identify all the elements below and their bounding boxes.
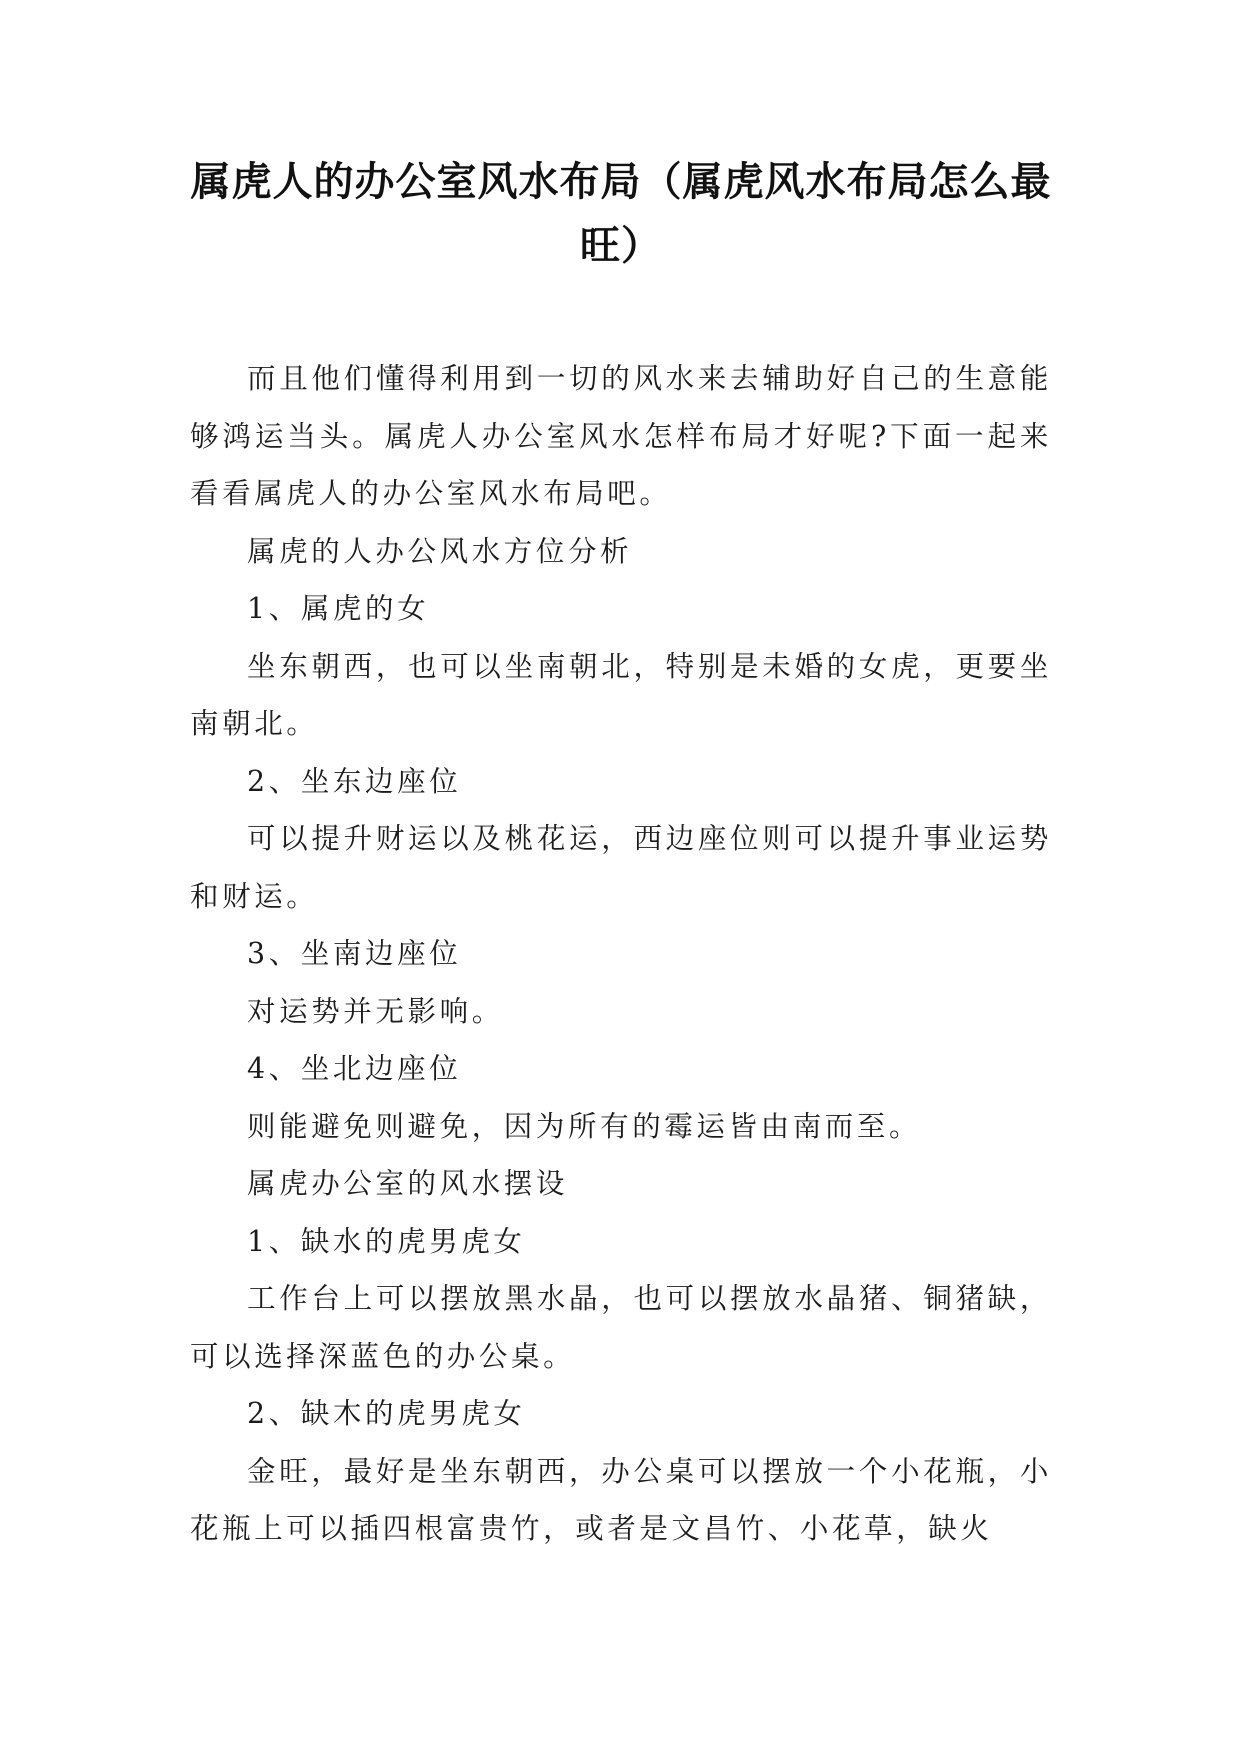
list-item-heading: 4、坐北边座位 [247, 1052, 462, 1085]
section-heading-office-decor: 属虎办公室的风水摆设 [247, 1167, 569, 1200]
list-item-heading: 1、缺水的虎男虎女 [247, 1224, 526, 1258]
section-heading-direction-analysis: 属虎的人办公风水方位分析 [247, 534, 633, 568]
list-item-heading: 1、属虎的女 [247, 592, 430, 625]
paragraph: 金旺，最好是坐东朝西，办公桌可以摆放一个小花瓶，小花瓶上可以插四根富贵竹，或者是文昌竹、小花草，缺火 [190, 1454, 1052, 1545]
list-item-heading: 2、缺木的虎男虎女 [247, 1397, 526, 1430]
paragraph: 工作台上可以摆放黑水晶，也可以摆放水晶猪、铜猪缺，可以选择深蓝色的办公桌。 [190, 1282, 1052, 1373]
paragraph: 可以提升财运以及桃花运，西边座位则可以提升事业运势和财运。 [190, 822, 1052, 913]
document-body [190, 350, 1052, 1558]
paragraph: 坐东朝西，也可以坐南朝北，特别是未婚的女虎，更要坐南朝北。 [190, 649, 1052, 740]
document-title: 属虎人的办公室风水布局（属虎风水布局怎么最旺） [190, 159, 1052, 269]
paragraph: 则能避免则避免，因为所有的霉运皆由南而至。 [247, 1109, 922, 1143]
paragraph: 对运势并无影响。 [247, 994, 504, 1028]
paragraph-intro: 而且他们懂得利用到一切的风水来去辅助好自己的生意能够鸿运当头。属虎人办公室风水怎样布局才好呢?下面一起来看看属虎人的办公室风水布局吧。 [190, 362, 1052, 510]
list-item-heading: 3、坐南边座位 [247, 937, 462, 970]
list-item-heading: 2、坐东边座位 [247, 764, 462, 798]
